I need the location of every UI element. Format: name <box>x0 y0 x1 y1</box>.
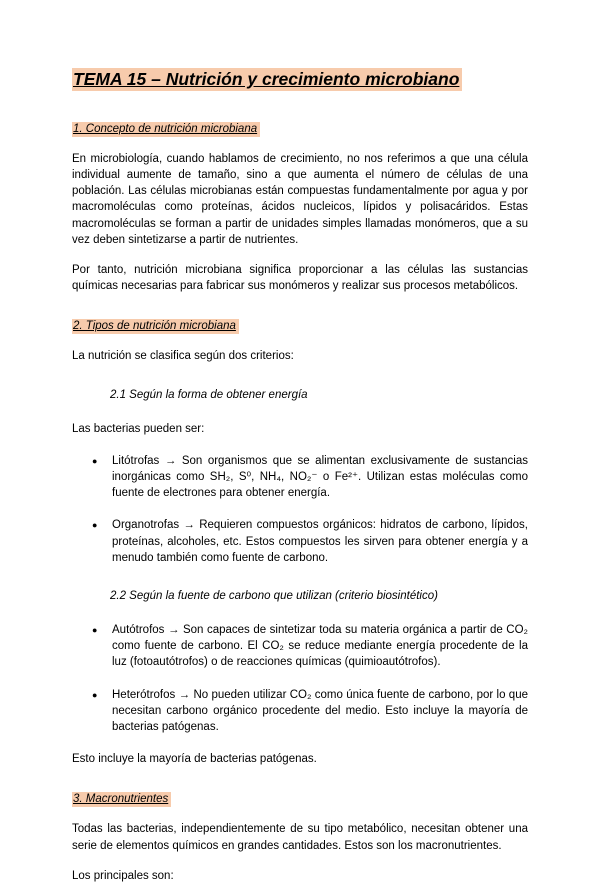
subsection-2-2-heading: 2.2 Según la fuente de carbono que utilizan (criterio biosintético) <box>110 590 438 602</box>
bullet-icon: ● <box>92 455 98 466</box>
bullet-autotrofos: Autótrofos → Son capaces de sintetizar toda su materia orgánica a partir de CO₂ como fuente de carbono. El CO₂ se reduce mediante energía procedente de la luz (fotoautótrofos) o de reacciones químicas (quimioautótrofos). <box>112 624 528 669</box>
document-title: TEMA 15 – Nutrición y crecimiento microbiano <box>72 68 462 91</box>
list-item <box>90 687 528 736</box>
section-3-paragraph-2: Los principales son: <box>72 869 174 882</box>
bullet-icon: ● <box>92 520 98 531</box>
list-item <box>90 622 528 671</box>
energy-source-bullet-list <box>90 453 528 566</box>
list-item <box>90 517 528 566</box>
bullet-litotrofas: Litótrofas → Son organismos que se alimentan exclusivamente de sustancias inorgánicas como SH₂, S⁰, NH₄, NO₂⁻ o Fe²⁺. Utilizan estas moléculas como fuente de electrones para obtener energía. <box>112 454 528 500</box>
section-3-heading: 3. Macronutrientes <box>72 792 171 807</box>
section-3-paragraph-1: Todas las bacterias, independientemente de su tipo metabólico, necesitan obtener una serie de elementos químicos en grandes cantidades. Estos son los macronutrientes. <box>72 823 528 852</box>
subsection-2-1-heading-row <box>110 385 528 403</box>
section-2-heading: 2. Tipos de nutrición microbiana <box>72 319 239 334</box>
title-row <box>72 68 528 91</box>
carbon-source-bullet-list <box>90 622 528 735</box>
subsection-2-1-heading: 2.1 Según la forma de obtener energía <box>110 388 308 401</box>
bullet-icon: ● <box>92 689 98 700</box>
section-2-heading-row <box>72 316 528 334</box>
section-1-paragraph-2: Por tanto, nutrición microbiana significa proporcionar a las células las sustancias químicas necesarias para fabricar sus monómeros y realizar sus procesos metabólicos. <box>72 263 528 293</box>
subsection-2-2-heading-row <box>110 586 528 604</box>
section-1-heading: 1. Concepto de nutrición microbiana <box>72 122 260 137</box>
section-3-heading-row <box>72 789 528 807</box>
bullet-organotrofas: Organotrofas → Requieren compuestos orgánicos: hidratos de carbono, lípidos, proteínas, alcoholes, etc. Estos compuestos les sirven para obtener energía y a menudo también como fuente de carbono. <box>112 519 528 564</box>
bullet-icon: ● <box>92 625 98 635</box>
section-1-paragraph-1: En microbiología, cuando hablamos de crecimiento, no nos referimos a que una célula individual aumente de tamaño, sino a que aumenta el número de células de una población. Las células microbianas están compuestas fundamentalmente por agua y por macromoléculas como proteínas, ácidos nucleicos, lípidos y polisacáridos. Estas macromoléculas se forman a partir de unidades simples llamadas monómeros, que a su vez deben sintetizarse a partir de nutrientes. <box>72 152 528 246</box>
list-item <box>90 453 528 502</box>
subsection-2-1-intro: Las bacterias pueden ser: <box>72 422 205 435</box>
section-2-intro: La nutrición se clasifica según dos criterios: <box>72 350 294 363</box>
bullet-heterotrofos: Heterótrofos → No pueden utilizar CO₂ como única fuente de carbono, por lo que necesitan carbono orgánico procedente del medio. Esto incluye la mayoría de bacterias patógenas. <box>112 688 528 734</box>
section-2-outro: Esto incluye la mayoría de bacterias patógenas. <box>72 753 317 766</box>
section-1-heading-row <box>72 119 528 137</box>
